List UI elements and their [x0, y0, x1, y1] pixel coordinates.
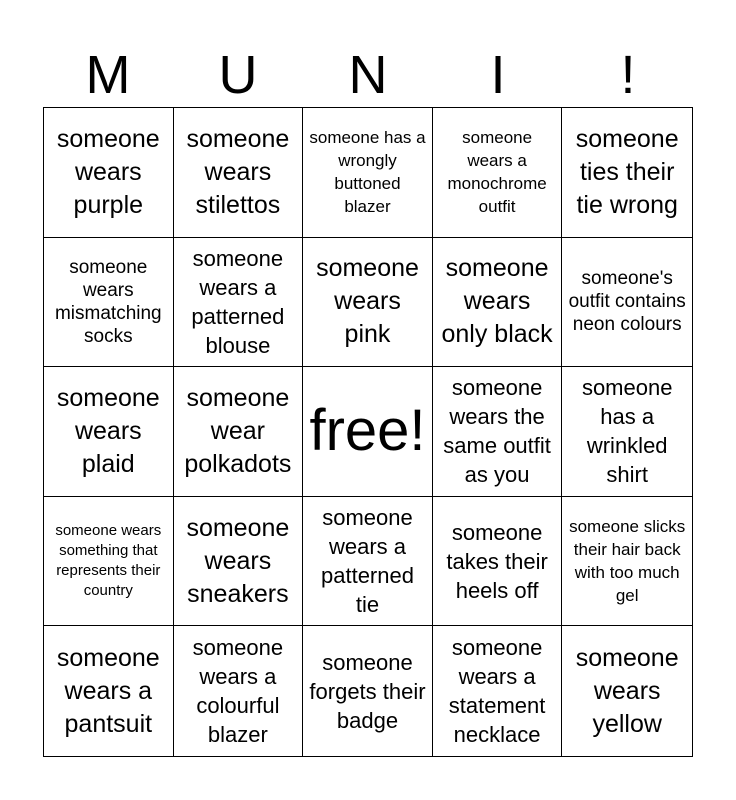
bingo-cell-text: someone wears a statement necklace [448, 635, 546, 748]
bingo-cell[interactable] [44, 238, 174, 368]
bingo-cell[interactable] [433, 367, 563, 497]
bingo-cell[interactable] [562, 108, 692, 238]
bingo-cell-text: someone wears the same outfit as you [443, 375, 551, 488]
bingo-cell-text: someone wears something that represents their country [55, 522, 162, 600]
bingo-cell-text: someone wears yellow [575, 643, 679, 738]
title-letter-i: I [490, 45, 506, 105]
bingo-cell-text: someone wears plaid [56, 383, 160, 478]
bingo-cell[interactable] [562, 626, 692, 756]
bingo-cell[interactable] [303, 626, 433, 756]
bingo-cell[interactable] [562, 367, 692, 497]
free-space[interactable] [303, 367, 433, 497]
bingo-cell[interactable] [433, 238, 563, 368]
bingo-cell-text: someone wears a patterned tie [321, 505, 414, 618]
bingo-cell[interactable] [174, 108, 304, 238]
bingo-cell-text: someone wears a patterned blouse [191, 245, 285, 358]
bingo-cell[interactable] [562, 238, 692, 368]
bingo-board [43, 107, 693, 757]
bingo-cell-text: someone wears stilettos [186, 124, 290, 219]
bingo-cell-text: someone ties their tie wrong [575, 124, 679, 219]
title-letter-n: N [348, 45, 388, 105]
bingo-cell[interactable] [44, 626, 174, 756]
bingo-cell-text: someone's outfit contains neon colours [568, 268, 686, 336]
bingo-cell[interactable] [44, 497, 174, 627]
bingo-cell[interactable] [433, 626, 563, 756]
title-letter-m: M [85, 45, 131, 105]
bingo-cell[interactable] [562, 497, 692, 627]
bingo-cell-text: someone forgets their badge [309, 649, 426, 733]
bingo-cell[interactable] [44, 367, 174, 497]
bingo-cell-text: someone wears only black [441, 254, 553, 349]
bingo-cell-text: someone has a wrongly buttoned blazer [309, 128, 426, 217]
bingo-cell-text: someone takes their heels off [446, 519, 548, 603]
bingo-cell[interactable] [174, 367, 304, 497]
bingo-cell[interactable] [303, 497, 433, 627]
bingo-cell-text: someone has a wrinkled shirt [581, 375, 673, 488]
bingo-cell[interactable] [174, 626, 304, 756]
title-letter-exclamation: ! [620, 45, 636, 105]
bingo-cell[interactable] [303, 108, 433, 238]
bingo-cell[interactable] [174, 497, 304, 627]
free-space-text: free! [309, 398, 426, 464]
bingo-cell-text: someone wears a colourful blazer [192, 635, 284, 748]
bingo-cell-text: someone wears a monochrome outfit [447, 128, 547, 217]
bingo-cell-text: someone wear polkadots [184, 383, 292, 478]
bingo-cell-text: someone wears purple [56, 124, 160, 219]
bingo-cell[interactable] [433, 108, 563, 238]
bingo-cell-text: someone wears mismatching socks [54, 256, 162, 347]
bingo-cell[interactable] [174, 238, 304, 368]
bingo-cell-text: someone wears sneakers [186, 513, 290, 608]
bingo-cell-text: someone wears a pantsuit [56, 643, 160, 738]
title-letter-u: U [218, 45, 258, 105]
bingo-cell-text: someone wears pink [316, 254, 419, 349]
bingo-cell[interactable] [44, 108, 174, 238]
bingo-cell-text: someone slicks their hair back with too much gel [569, 517, 686, 606]
bingo-cell[interactable] [433, 497, 563, 627]
bingo-title [43, 44, 693, 106]
bingo-cell[interactable] [303, 238, 433, 368]
